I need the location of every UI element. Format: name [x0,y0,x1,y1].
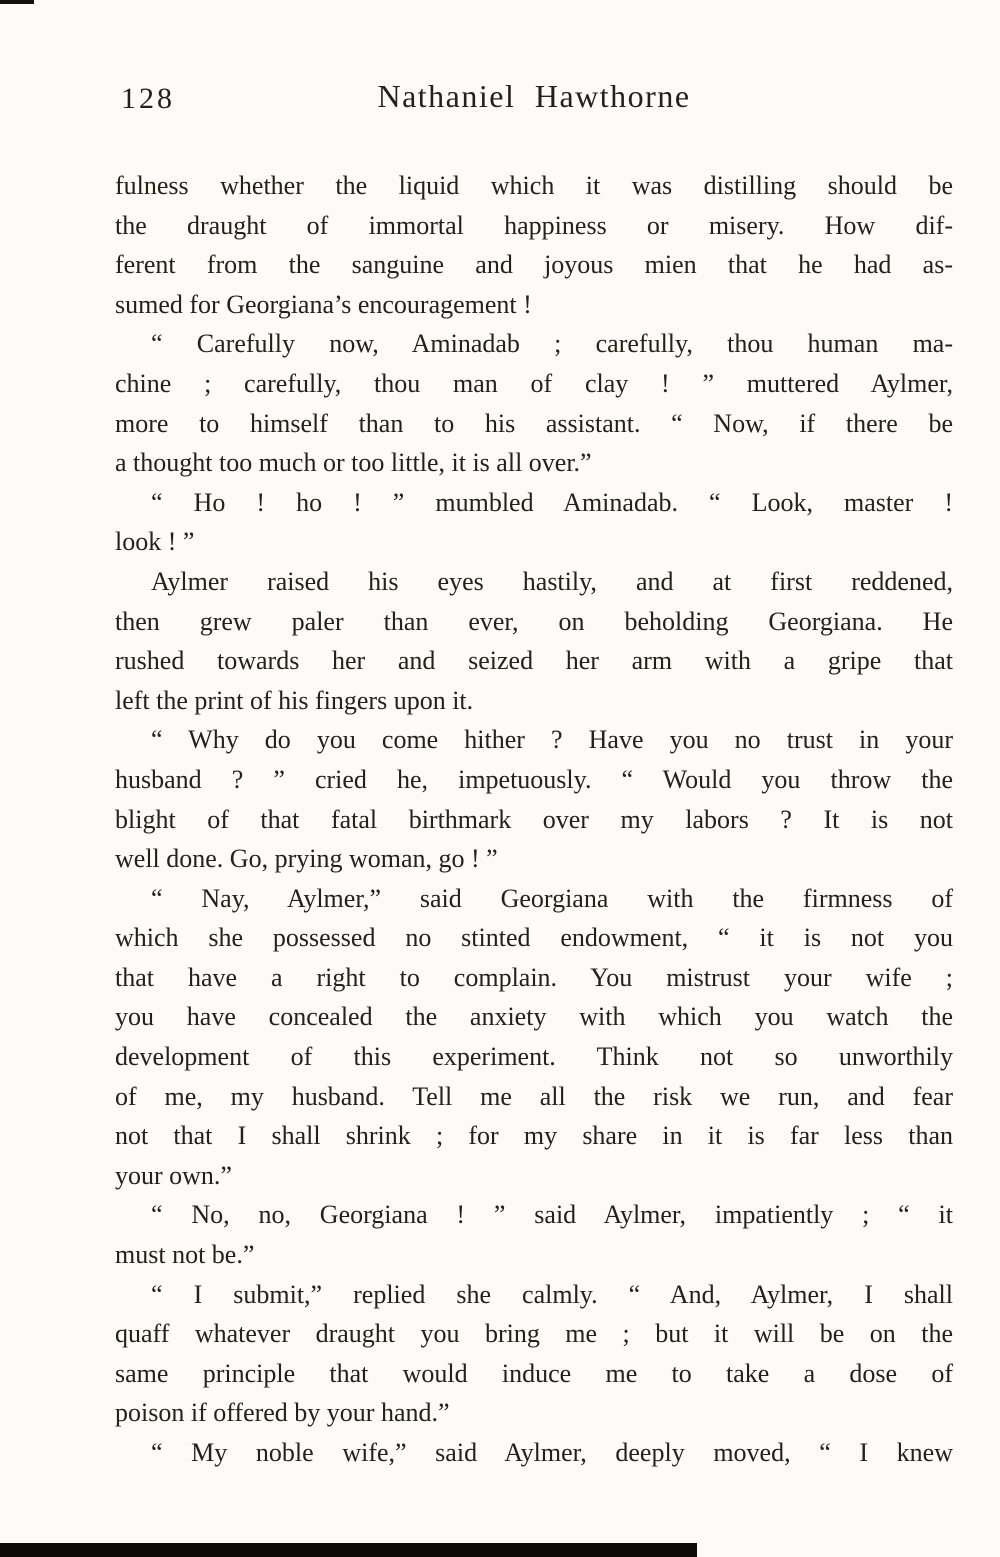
text-line: look ! ” [115,527,195,557]
scan-artifact-top [0,0,34,4]
paragraph [115,324,953,482]
text-line: “ Carefully now, Aminadab ; carefully, thou human ma- [151,329,953,359]
text-line: left the print of his fingers upon it. [115,685,474,715]
text-line: that have a right to complain. You mistrust your wife ; [115,962,953,992]
paragraph [115,1275,953,1433]
paragraph [115,879,953,1196]
text-line: sumed for Georgiana’s encouragement ! [115,289,532,319]
text-line: which she possessed no stinted endowment, “ it is not you [115,923,953,953]
text-line: rushed towards her and seized her arm with a gripe that [115,646,953,676]
text-line: “ Ho ! ho ! ” mumbled Aminadab. “ Look, master ! [151,487,953,517]
text-line: a thought too much or too little, it is all over.” [115,448,592,478]
text-line: chine ; carefully, thou man of clay ! ” muttered Aylmer, [115,368,953,398]
text-line: “ I submit,” replied she calmly. “ And, Aylmer, I shall [151,1279,953,1309]
text-line: husband ? ” cried he, impetuously. “ Would you throw the [115,764,953,794]
paragraph [115,562,953,720]
text-line: fulness whether the liquid which it was distilling should be [115,171,953,200]
text-line: not that I shall shrink ; for my share in it is far less than [115,1121,953,1151]
text-line: you have concealed the anxiety with which you watch the [115,1002,953,1032]
text-line: Aylmer raised his eyes hastily, and at first reddened, [151,566,953,596]
text-line: well done. Go, prying woman, go ! ” [115,844,498,874]
text-line: “ My noble wife,” said Aylmer, deeply moved, “ I knew [151,1438,953,1467]
paragraph [115,1433,953,1473]
text-line: development of this experiment. Think not so unworthily [115,1042,953,1072]
paragraph [115,166,953,324]
text-line: quaff whatever draught you bring me ; but it will be on the [115,1319,953,1349]
paragraph [115,1195,953,1274]
text-line: “ No, no, Georgiana ! ” said Aylmer, impatiently ; “ it [151,1200,953,1230]
text-line: “ Why do you come hither ? Have you no trust in your [151,725,953,755]
text-line: more to himself than to his assistant. “ Now, if there be [115,408,953,438]
text-line: same principle that would induce me to take a dose of [115,1358,953,1388]
paragraph [115,483,953,562]
text-line: must not be.” [115,1240,255,1270]
scan-artifact-bottom-bar [0,1543,697,1557]
running-head-title: Nathaniel Hawthorne [377,78,691,114]
page-header [115,78,953,122]
text-line: the draught of immortal happiness or misery. How dif- [115,210,953,240]
text-line: “ Nay, Aylmer,” said Georgiana with the firmness of [151,883,953,913]
page-number: 128 [121,82,175,115]
text-line: of me, my husband. Tell me all the risk we run, and fear [115,1081,953,1111]
paragraph [115,720,953,878]
text-line: ferent from the sanguine and joyous mien that he had as- [115,250,953,280]
text-line: blight of that fatal birthmark over my labors ? It is not [115,804,953,834]
text-line: then grew paler than ever, on beholding Georgiana. He [115,606,953,636]
text-line: your own.” [115,1160,232,1190]
text-block [115,166,953,1473]
text-line: poison if offered by your hand.” [115,1398,450,1428]
